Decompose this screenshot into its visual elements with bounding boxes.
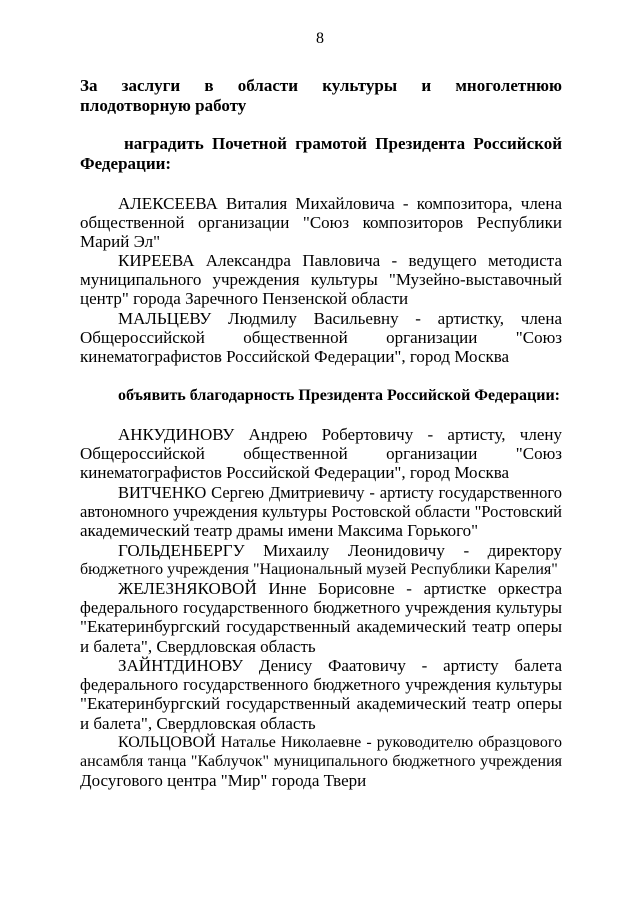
gratitude-heading: объявить благодарность Президента Российской Федерации: [118,387,560,404]
recipient-line: Досугового центра "Мир" города Твери [80,771,367,790]
recipient-line: и балета", Свердловская область [80,637,316,656]
recipient-line: Общероссийской общественной организации "Союз [80,444,562,463]
recipient-line: кинематографистов Российской Федерации", город Москва [80,463,510,482]
recipient-line: ВИТЧЕНКО Сергею Дмитриевичу - артисту государственного [118,483,562,502]
recipient-line: "Екатеринбургский государственный академический театр оперы [80,617,562,636]
awardee-line: общественной организации "Союз композиторов Республики [80,213,562,232]
awardee-line: АЛЕКСЕЕВА Виталия Михайловича - композитора, члена [118,194,562,213]
intro-line-1: За заслуги в области культуры и многолетнюю [80,76,562,95]
awardee-line: МАЛЬЦЕВУ Людмилу Васильевну - артистку, члена [118,309,562,328]
awardee-line: Общероссийской общественной организации "Союз [80,328,562,347]
recipient-line: ГОЛЬДЕНБЕРГУ Михаилу Леонидовичу - директору [118,541,562,560]
awardee-line: центр" города Заречного Пензенской области [80,289,409,308]
awardee-line: Марий Эл" [80,232,161,251]
recipient-line: АНКУДИНОВУ Андрею Робертовичу - артисту, члену [118,425,562,444]
awardee-line: КИРЕЕВА Александра Павловича - ведущего методиста [118,251,562,270]
recipient-line: "Екатеринбургский государственный академический театр оперы [80,694,562,713]
recipient-line: автономного учреждения культуры Ростовской области "Ростовский [80,502,562,521]
recipient-line: ЗАЙНТДИНОВУ Денису Фаатовичу - артисту балета [118,656,562,675]
recipient-line: КОЛЬЦОВОЙ Наталье Николаевне - руководителю образцового [118,734,562,751]
page-number: 8 [316,30,324,47]
intro-line-2: плодотворную работу [80,96,247,115]
awardee-line: кинематографистов Российской Федерации", город Москва [80,347,510,366]
recipient-line: федерального государственного бюджетного учреждения культуры [80,598,562,617]
award-heading-line-2: Федерации: [80,154,172,173]
recipient-line: ансамбля танца "Каблучок" муниципального бюджетного учреждения [80,753,562,770]
award-heading-line-1: наградить Почетной грамотой Президента Российской [124,134,562,153]
recipient-line: бюджетного учреждения "Национальный музей Республики Карелия" [80,561,558,578]
awardee-line: муниципального учреждения культуры "Музейно-выставочный [80,270,562,289]
recipient-line: ЖЕЛЕЗНЯКОВОЙ Инне Борисовне - артистке оркестра [118,579,562,598]
recipient-line: федерального государственного бюджетного учреждения культуры [80,675,562,694]
recipient-line: и балета", Свердловская область [80,714,316,733]
recipient-line: академический театр драмы имени Максима Горького" [80,521,479,540]
